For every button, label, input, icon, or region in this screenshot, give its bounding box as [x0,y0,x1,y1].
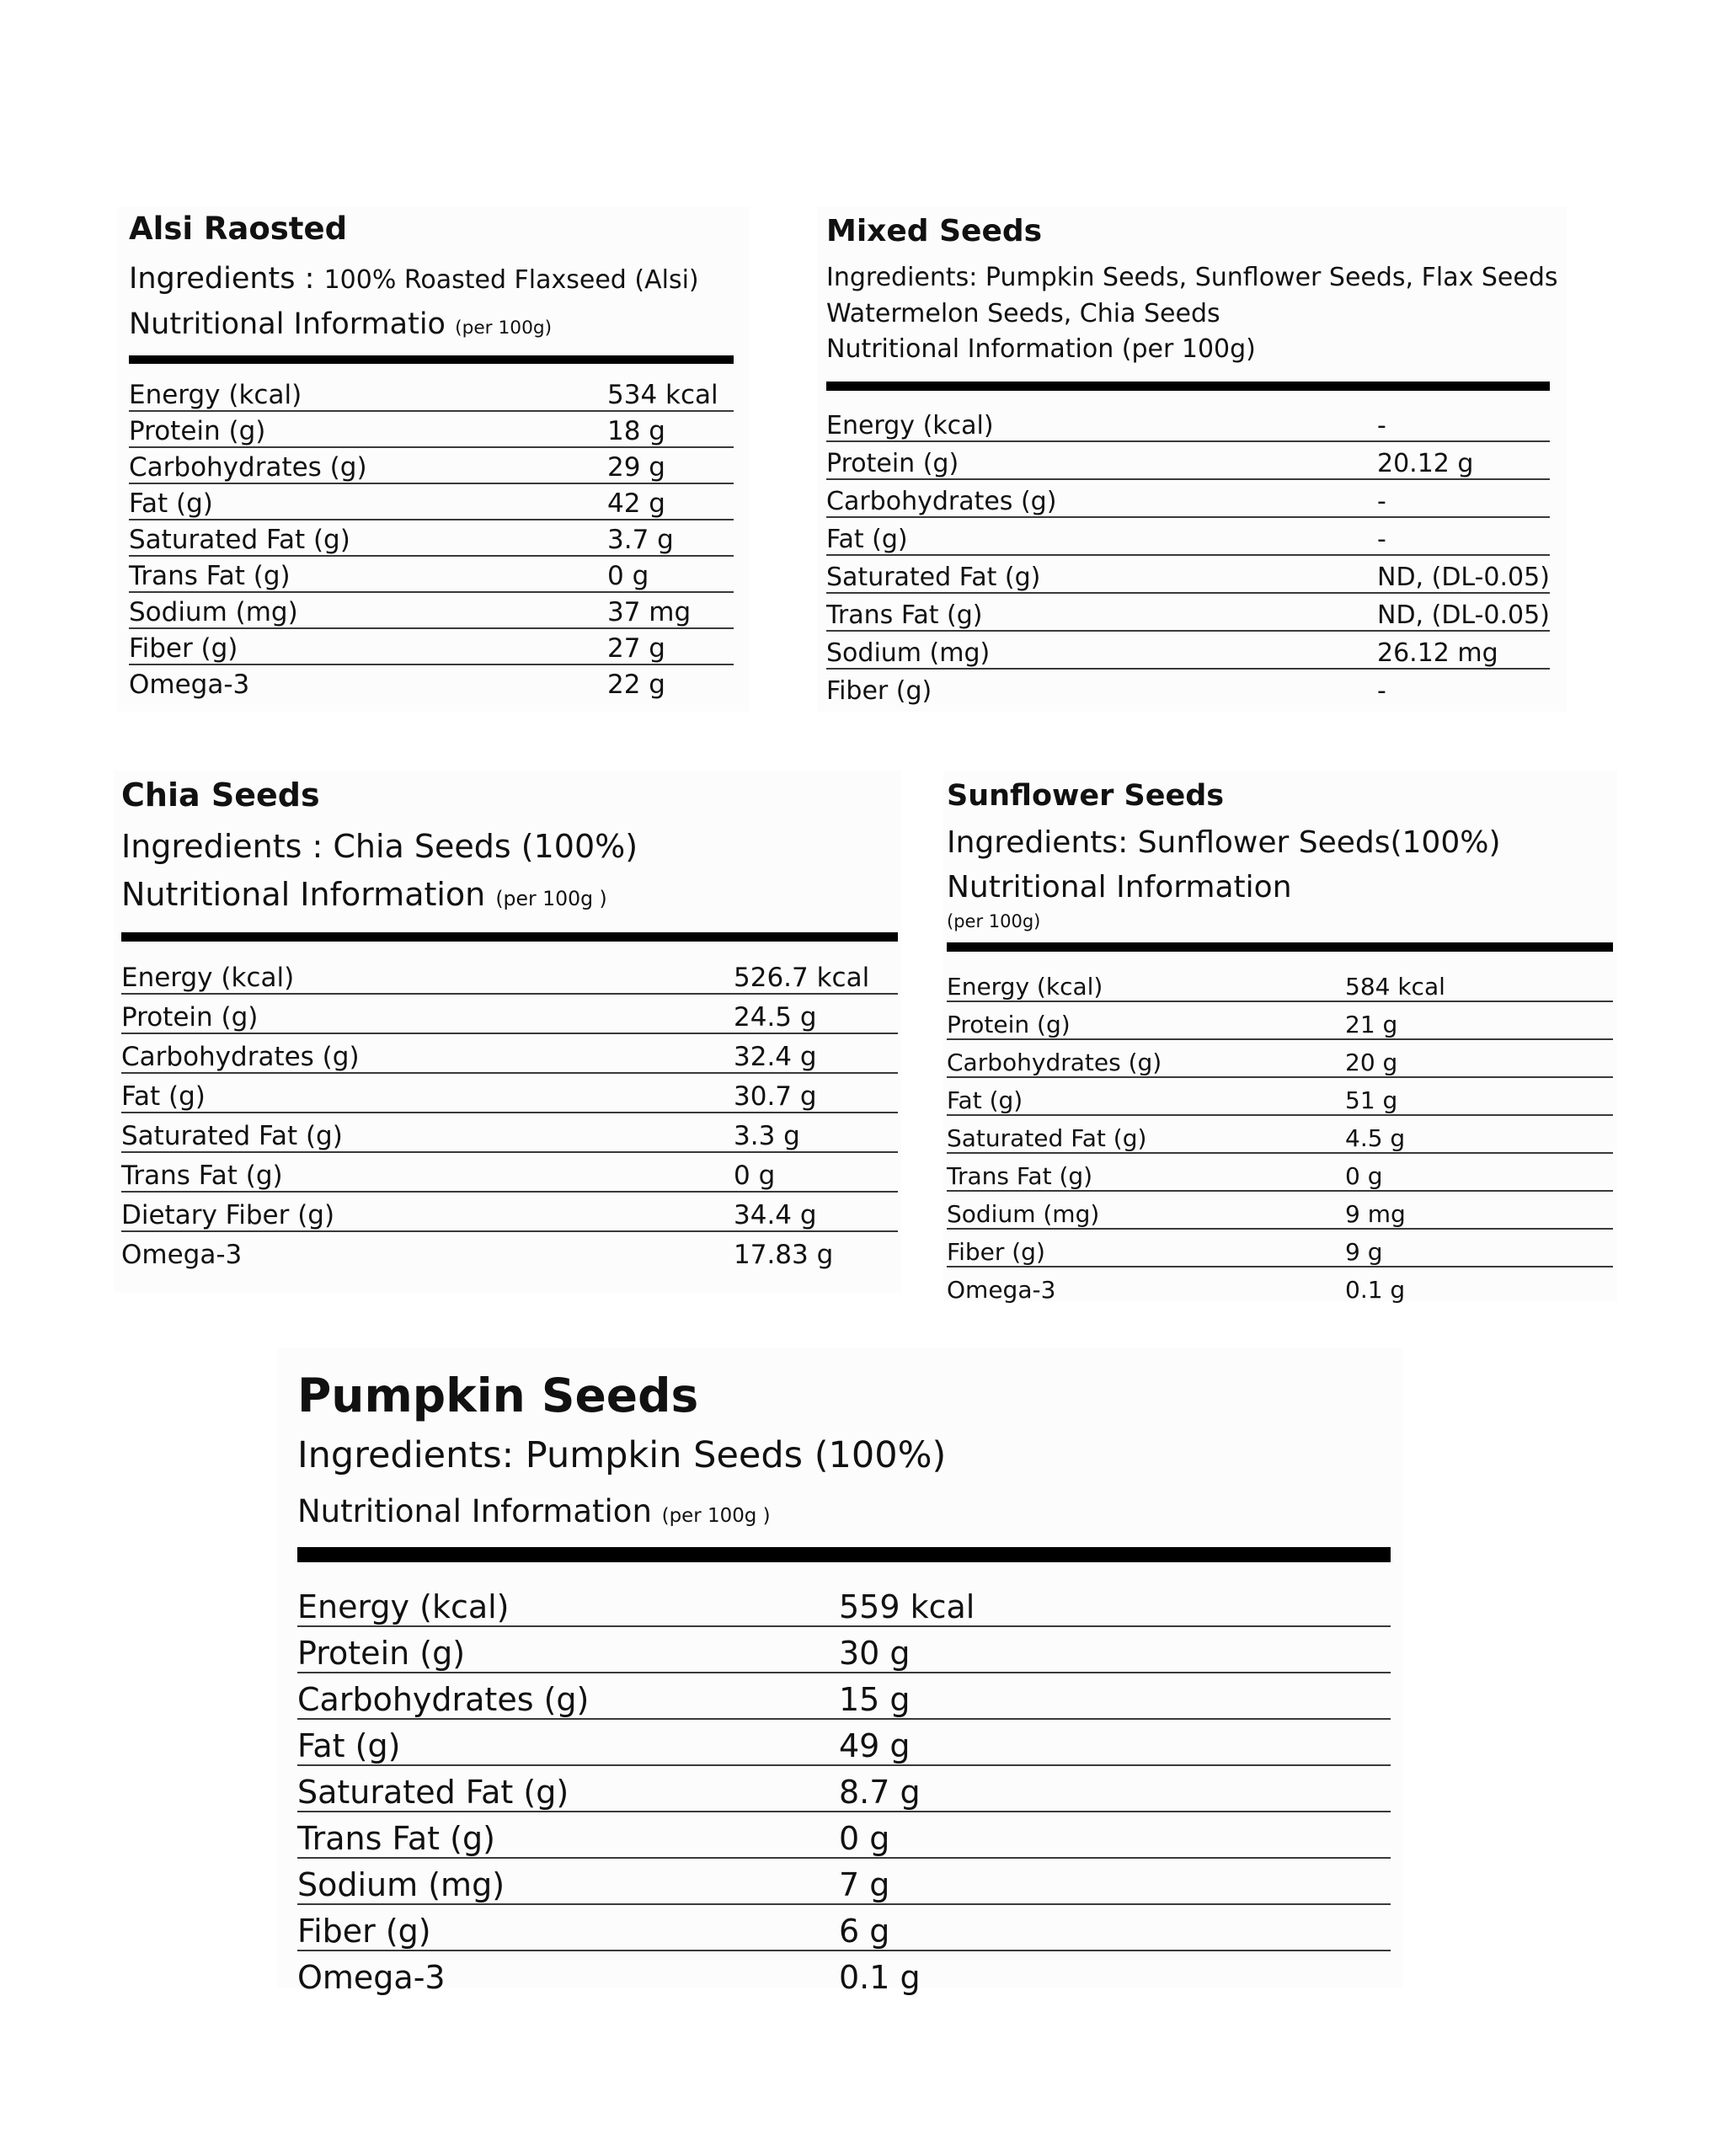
table-row [129,556,734,592]
nutrition-heading [826,334,1567,365]
table-row [121,955,898,994]
nutrient-value: 27 g [607,628,734,664]
nutrient-name: Carbohydrates (g) [826,479,1377,517]
nutrient-name: Omega-3 [121,1239,243,1270]
nutrient-value: 0 g [607,556,734,592]
nutrient-name: Trans Fat (g) [121,1152,734,1192]
ingredients-label: Ingredients : [129,261,315,296]
nutrient-name: Energy (kcal) [129,376,607,411]
nutrient-name: Fat (g) [121,1073,734,1113]
nutrition-label: Nutritional Informatio [129,307,446,341]
nutrient-value: 37 mg [607,592,734,628]
nutrient-value: 526.7 kcal [734,955,898,994]
table-row [826,479,1550,517]
nutrient-value: 32.4 g [734,1033,898,1073]
nutrient-name: Carbohydrates (g) [297,1673,839,1719]
ingredients-line-2: Watermelon Seeds, Chia Seeds [826,298,1220,328]
table-row [129,411,734,447]
nutrient-name: Omega-3 [297,1959,446,1997]
nutrient-value: ND, (DL-0.05) [1377,593,1550,631]
nutrient-value: 7 g [839,1858,1391,1904]
nutrition-table [947,964,1613,1304]
nutrient-name: Carbohydrates (g) [129,447,607,483]
table-row [121,1192,898,1231]
nutrition-label: Nutritional Information [297,1492,652,1529]
nutrient-name: Fat (g) [297,1719,839,1765]
alsi-roasted-panel [118,206,750,712]
nutrient-name: Saturated Fat (g) [947,1115,1345,1153]
nutrition-table [826,404,1550,706]
table-row [121,994,898,1033]
nutrient-value: 8.7 g [839,1765,1391,1812]
pumpkin-seeds-panel [278,1348,1402,1997]
nutrient-name: Energy (kcal) [826,404,1377,441]
table-row [826,404,1550,441]
nutrient-name: Energy (kcal) [121,955,734,994]
ingredients-line [826,260,1567,332]
nutrient-name: Saturated Fat (g) [129,520,607,556]
table-row [129,592,734,628]
nutrient-name: Energy (kcal) [947,964,1345,1001]
nutrient-value: 20 g [1345,1039,1613,1077]
nutrient-value: 0.1 g [1345,1275,1406,1304]
nutrient-value: 30.7 g [734,1073,898,1113]
nutrient-name: Omega-3 [129,669,250,700]
table-row [826,555,1550,593]
table-row [947,1039,1613,1077]
nutrient-name: Omega-3 [947,1275,1056,1304]
panel-title: Sunflower Seeds [947,779,1225,813]
chia-seeds-panel [114,771,901,1293]
thick-divider [121,932,898,942]
nutrient-name: Trans Fat (g) [297,1812,839,1858]
nutrient-name: Saturated Fat (g) [297,1765,839,1812]
nutrient-value: 0 g [839,1812,1391,1858]
table-row [297,1673,1391,1719]
per-label: (per 100g) [455,317,553,339]
nutrient-name: Protein (g) [129,411,607,447]
per-label: (per 100g ) [495,887,607,911]
nutrient-value: 20.12 g [1377,441,1550,479]
nutrient-name: Protein (g) [826,441,1377,479]
nutrient-value: 15 g [839,1673,1391,1719]
nutrient-value: 3.7 g [607,520,734,556]
table-row [297,1626,1391,1673]
table-row [297,1812,1391,1858]
table-row [947,1115,1613,1153]
nutrient-value: - [1377,479,1550,517]
nutrient-value: - [1377,404,1550,441]
nutrient-name: Sodium (mg) [297,1858,839,1904]
nutrient-value: 0 g [1345,1153,1613,1191]
nutrient-value: 22 g [607,669,665,700]
panel-title: Pumpkin Seeds [297,1369,699,1422]
table-row [129,483,734,520]
table-row [947,1191,1613,1229]
sunflower-seeds-panel [943,771,1617,1304]
nutrient-value: 4.5 g [1345,1115,1613,1153]
table-row [297,1858,1391,1904]
nutrient-name: Trans Fat (g) [947,1153,1345,1191]
panel-title: Mixed Seeds [826,214,1043,248]
ingredients-line: Ingredients: Sunflower Seeds(100%) [947,825,1501,861]
nutrition-table [121,955,898,1270]
table-row [129,628,734,664]
table-row [826,631,1550,669]
table-row [297,1581,1391,1626]
nutrient-value: 584 kcal [1345,964,1613,1001]
ingredients-line: Ingredients : Chia Seeds (100%) [121,827,638,865]
table-row [947,1267,1613,1304]
nutrient-name: Fiber (g) [947,1229,1345,1267]
nutrient-name: Saturated Fat (g) [121,1113,734,1152]
table-row [129,447,734,483]
nutrient-name: Saturated Fat (g) [826,555,1377,593]
nutrient-value: - [1377,675,1386,706]
table-row [121,1231,898,1270]
per-label: (per 100g ) [661,1504,771,1527]
thick-divider [297,1547,1391,1562]
nutrient-name: Fiber (g) [129,628,607,664]
nutrient-value: ND, (DL-0.05) [1377,555,1550,593]
table-row [826,441,1550,479]
nutrient-value: 51 g [1345,1077,1613,1115]
nutrition-heading [129,307,750,342]
per-label: (per 100g) [947,910,1041,931]
ingredients-value: 100% Roasted Flaxseed (Alsi) [323,264,699,295]
nutrient-name: Protein (g) [947,1001,1345,1039]
nutrient-value: 17.83 g [734,1239,834,1270]
nutrient-name: Trans Fat (g) [129,556,607,592]
nutrient-value: 6 g [839,1904,1391,1951]
nutrient-name: Trans Fat (g) [826,593,1377,631]
table-row [129,664,734,700]
nutrient-name: Protein (g) [297,1626,839,1673]
table-row [297,1719,1391,1765]
nutrient-name: Sodium (mg) [129,592,607,628]
panel-title: Chia Seeds [121,776,320,814]
nutrient-value: 30 g [839,1626,1391,1673]
table-row [297,1951,1391,1996]
nutrient-value: 24.5 g [734,994,898,1033]
nutrient-value: 29 g [607,447,734,483]
nutrition-label: Nutritional Information (per 100g) [826,334,1256,364]
thick-divider [826,382,1550,391]
ingredients-line [129,261,750,296]
panel-title: Alsi Raosted [129,211,348,247]
nutrition-table [129,376,734,700]
nutrient-name: Carbohydrates (g) [947,1039,1345,1077]
table-row [947,964,1613,1001]
nutrient-value: 0 g [734,1152,898,1192]
nutrient-name: Fat (g) [129,483,607,520]
nutrient-value: - [1377,517,1550,555]
table-row [121,1113,898,1152]
table-row [947,1153,1613,1191]
nutrient-value: 18 g [607,411,734,447]
nutrition-label: Nutritional Information [947,870,1292,905]
table-row [947,1229,1613,1267]
mixed-seeds-panel [817,206,1567,712]
thick-divider [947,942,1613,952]
nutrient-name: Dietary Fiber (g) [121,1192,734,1231]
nutrient-value: 21 g [1345,1001,1613,1039]
nutrient-name: Sodium (mg) [826,631,1377,669]
table-row [121,1152,898,1192]
table-row [297,1765,1391,1812]
nutrient-name: Fat (g) [826,517,1377,555]
nutrition-heading [297,1493,1402,1530]
nutrition-table [297,1581,1391,1996]
nutrient-name: Protein (g) [121,994,734,1033]
nutrient-value: 9 g [1345,1229,1613,1267]
nutrient-name: Fiber (g) [297,1904,839,1951]
table-row [826,669,1550,706]
table-row [121,1073,898,1113]
table-row [947,1001,1613,1039]
thick-divider [129,355,734,364]
nutrient-value: 3.3 g [734,1113,898,1152]
nutrition-heading [947,869,1617,931]
nutrition-heading [121,876,901,915]
nutrient-value: 34.4 g [734,1192,898,1231]
nutrient-value: 9 mg [1345,1191,1613,1229]
nutrient-value: 42 g [607,483,734,520]
table-row [129,376,734,411]
nutrient-name: Carbohydrates (g) [121,1033,734,1073]
nutrient-name: Energy (kcal) [297,1581,839,1626]
table-row [826,593,1550,631]
table-row [129,520,734,556]
nutrient-value: 559 kcal [839,1581,1391,1626]
table-row [826,517,1550,555]
nutrition-label: Nutritional Information [121,876,486,914]
nutrient-name: Sodium (mg) [947,1191,1345,1229]
nutrient-value: 49 g [839,1719,1391,1765]
nutrient-name: Fat (g) [947,1077,1345,1115]
ingredients-line-1: Ingredients: Pumpkin Seeds, Sunflower Seeds, Flax Seeds [826,263,1558,293]
nutrient-value: 0.1 g [839,1959,921,1997]
nutrient-value: 26.12 mg [1377,631,1550,669]
nutrient-value: 534 kcal [607,376,734,411]
table-row [121,1033,898,1073]
table-row [947,1077,1613,1115]
nutrient-name: Fiber (g) [826,675,932,706]
table-row [297,1904,1391,1951]
ingredients-line: Ingredients: Pumpkin Seeds (100%) [297,1434,947,1477]
